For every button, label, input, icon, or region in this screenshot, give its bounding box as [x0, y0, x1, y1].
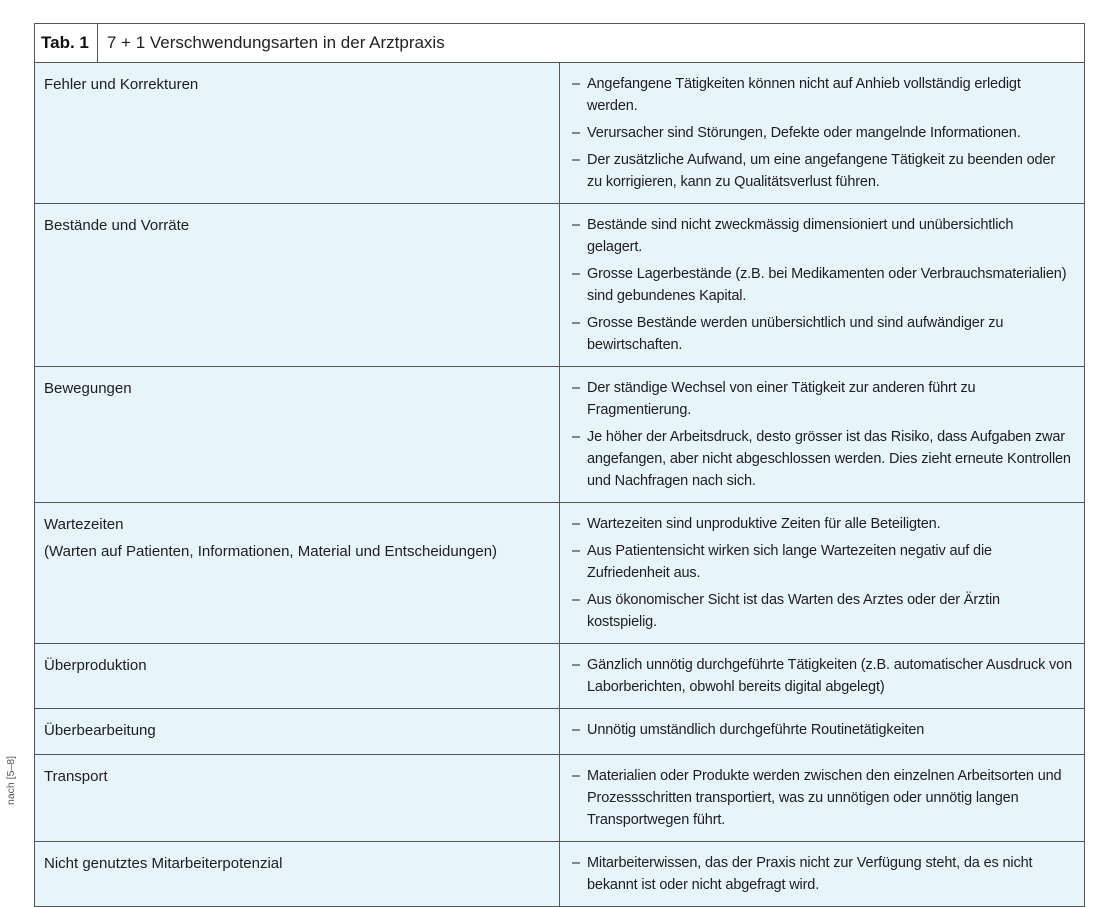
bullet-text: Grosse Lagerbestände (z.B. bei Medikamenten oder Verbrauchsmaterialien) sind gebundenes Kapital. [587, 266, 1067, 304]
category-cell [35, 63, 560, 204]
category-name: Wartezeiten [44, 516, 124, 533]
dash-bullet-icon: – [572, 722, 580, 738]
table-row [35, 709, 1085, 755]
table-row [35, 644, 1085, 709]
description-cell [560, 644, 1085, 709]
description-cell [560, 842, 1085, 907]
description-cell [560, 204, 1085, 367]
dash-bullet-icon: – [572, 768, 580, 784]
dash-bullet-icon: – [572, 125, 580, 141]
description-bullet [572, 426, 1072, 492]
bullet-text: Mitarbeiterwissen, das der Praxis nicht zur Verfügung steht, da es nicht bekannt ist oder nicht abgefragt wird. [587, 855, 1033, 893]
description-bullet [572, 312, 1072, 356]
waste-types-table-container [34, 23, 1085, 907]
bullet-text: Der ständige Wechsel von einer Tätigkeit zur anderen führt zu Fragmentierung. [587, 380, 976, 418]
table-title: 7 + 1 Verschwendungsarten in der Arztpraxis [106, 33, 445, 52]
table-row [35, 755, 1085, 842]
dash-bullet-icon: – [572, 429, 580, 445]
category-cell [35, 367, 560, 503]
description-bullet [572, 765, 1072, 831]
dash-bullet-icon: – [572, 217, 580, 233]
description-bullet [572, 513, 1072, 535]
description-bullet [572, 719, 1072, 741]
table-header-row [35, 24, 1085, 63]
bullet-text: Unnötig umständlich durchgeführte Routinetätigkeiten [587, 722, 925, 738]
dash-bullet-icon: – [572, 315, 580, 331]
description-cell [560, 755, 1085, 842]
dash-bullet-icon: – [572, 543, 580, 559]
bullet-text: Der zusätzliche Aufwand, um eine angefangene Tätigkeit zu beenden oder zu korrigieren, kann zu Qualitätsverlust führen. [587, 152, 1056, 190]
category-cell [35, 204, 560, 367]
description-cell [560, 63, 1085, 204]
description-cell [560, 709, 1085, 755]
dash-bullet-icon: – [572, 657, 580, 673]
dash-bullet-icon: – [572, 266, 580, 282]
dash-bullet-icon: – [572, 380, 580, 396]
category-cell [35, 755, 560, 842]
description-bullet [572, 377, 1072, 421]
category-name: Nicht genutztes Mitarbeiterpotenzial [44, 855, 283, 872]
bullet-text: Verursacher sind Störungen, Defekte oder mangelnde Informationen. [587, 125, 1021, 141]
table-row [35, 367, 1085, 503]
category-cell [35, 644, 560, 709]
bullet-text: Bestände sind nicht zweckmässig dimensioniert und unübersichtlich gelagert. [587, 217, 1014, 255]
description-bullet [572, 73, 1072, 117]
dash-bullet-icon: – [572, 855, 580, 871]
category-cell [35, 842, 560, 907]
description-bullet [572, 214, 1072, 258]
dash-bullet-icon: – [572, 152, 580, 168]
description-bullet [572, 852, 1072, 896]
category-name: Überproduktion [44, 657, 147, 674]
category-name: Überbearbeitung [44, 722, 156, 739]
category-cell [35, 709, 560, 755]
category-note: (Warten auf Patienten, Informationen, Material und Entscheidungen) [44, 543, 498, 560]
bullet-text: Gänzlich unnötig durchgeführte Tätigkeiten (z.B. automatischer Ausdruck von Laborberichten, obwohl bereits digital abgelegt) [587, 657, 1072, 695]
category-name: Bewegungen [44, 380, 132, 397]
bullet-text: Grosse Bestände werden unübersichtlich und sind aufwändiger zu bewirtschaften. [587, 315, 1004, 353]
table-row [35, 503, 1085, 644]
category-cell [35, 503, 560, 644]
bullet-text: Aus ökonomischer Sicht ist das Warten des Arztes oder der Ärztin kostspielig. [587, 592, 1000, 630]
description-bullet [572, 654, 1072, 698]
dash-bullet-icon: – [572, 76, 580, 92]
category-name: Bestände und Vorräte [44, 217, 190, 234]
dash-bullet-icon: – [572, 516, 580, 532]
category-name: Fehler und Korrekturen [44, 76, 199, 93]
table-header-cell [35, 24, 1085, 63]
description-cell [560, 503, 1085, 644]
table-row [35, 842, 1085, 907]
category-name: Transport [44, 768, 108, 785]
description-cell [560, 367, 1085, 503]
bullet-text: Angefangene Tätigkeiten können nicht auf Anhieb vollständig erledigt werden. [587, 76, 1021, 114]
description-bullet [572, 263, 1072, 307]
description-bullet [572, 589, 1072, 633]
description-bullet [572, 122, 1072, 144]
bullet-text: Wartezeiten sind unproduktive Zeiten für alle Beteiligten. [587, 516, 941, 532]
table-row [35, 204, 1085, 367]
bullet-text: Materialien oder Produkte werden zwischen den einzelnen Arbeitsorten und Prozessschritten transportiert, was zu unnötigen oder unnötig langen Transportwegen führt. [587, 768, 1062, 828]
bullet-text: Je höher der Arbeitsdruck, desto grösser ist das Risiko, dass Aufgaben zwar angefangen, aber nicht abgeschlossen werden. Dies zieht erneute Kontrollen und Nachfragen nach sich. [587, 429, 1071, 489]
description-bullet [572, 540, 1072, 584]
bullet-text: Aus Patientensicht wirken sich lange Wartezeiten negativ auf die Zufriedenheit aus. [587, 543, 992, 581]
source-note: nach [5–8] [5, 755, 17, 805]
description-bullet [572, 149, 1072, 193]
waste-types-table [34, 23, 1085, 907]
table-number-label: Tab. 1 [35, 24, 98, 62]
table-row [35, 63, 1085, 204]
dash-bullet-icon: – [572, 592, 580, 608]
